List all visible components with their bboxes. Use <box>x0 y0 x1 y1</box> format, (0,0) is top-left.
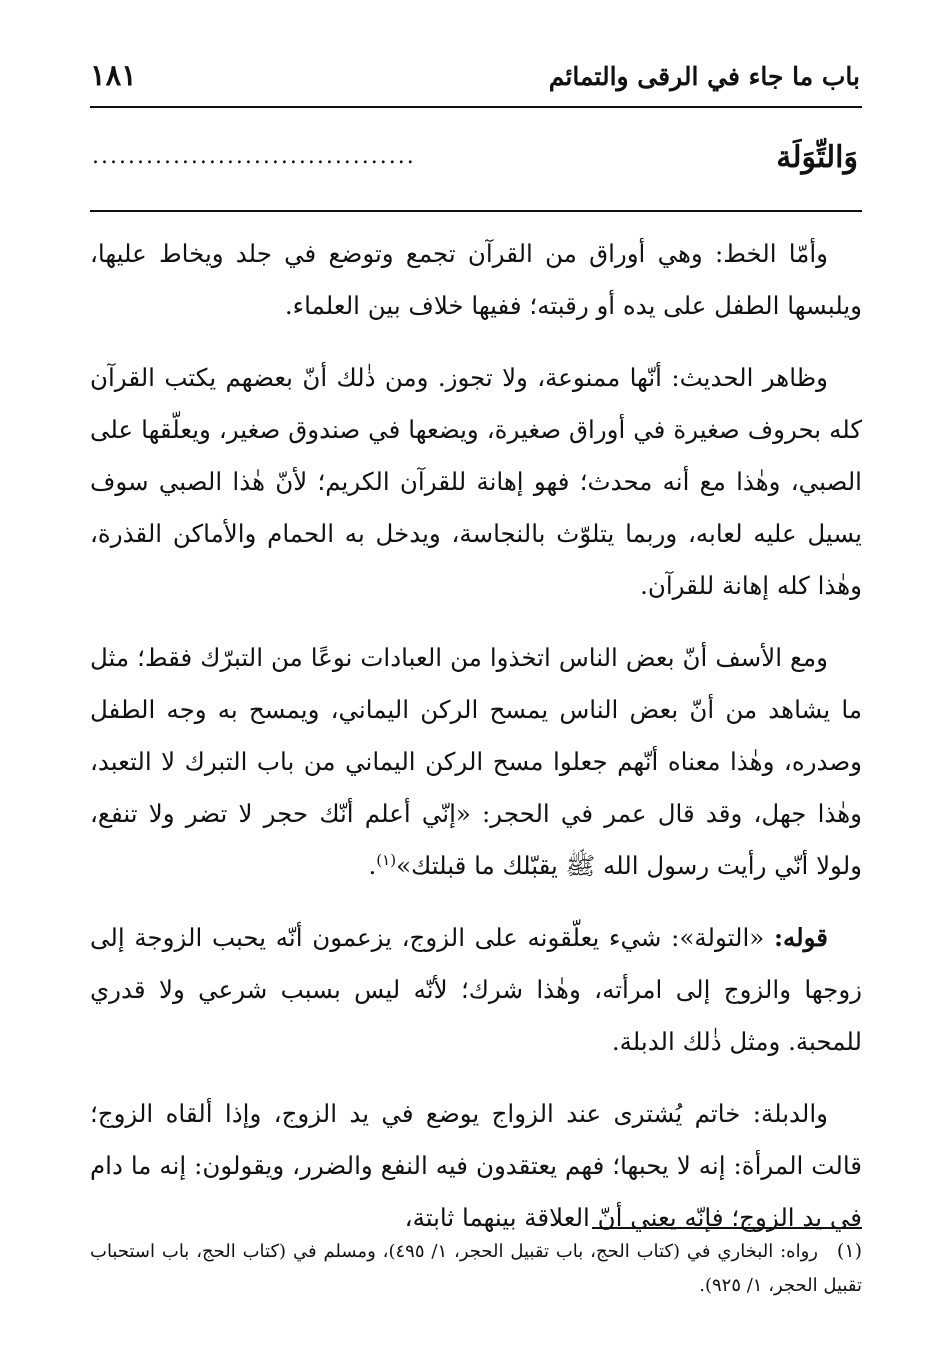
paragraph-2: وظاهر الحديث: أنّها ممنوعة، ولا تجوز. ومن ذٰلك أنّ بعضهم يكتب القرآن كله بحروف صغيرة في أوراق صغيرة، ويضعها في صندوق صغير، ويعلّقها على الصبي، وهٰذا مع أنه محدث؛ فهو إهانة للقرآن الكريم؛ لأنّ هٰذا الصبي سوف يسيل عليه لعابه، وربما يتلوّث بالنجاسة، ويدخل به الحمام والأماكن القذرة، وهٰذا كله إهانة للقرآن. <box>90 363 862 600</box>
paragraph-3-text: ومع الأسف أنّ بعض الناس اتخذوا من العبادات نوعًا من التبرّك فقط؛ مثل ما يشاهد من أنّ بعض الناس يمسح الركن اليماني، ويمسح به وجه الطفل وصدره، وهٰذا معناه أنّهم جعلوا مسح الركن اليماني من باب التبرك لا التعبد، وهٰذا جهل، وقد قال عمر في الحجر: «إنّي أعلم أنّك حجر لا تضر ولا تنفع، ولولا أنّي رأيت رسول الله ﷺ يقبّلك ما قبلتك» <box>90 643 862 880</box>
paragraph-4-speaker: قوله: <box>773 923 828 952</box>
footnote-text: رواه: البخاري في (كتاب الحج، باب تقبيل الحجر، ١/ ٤٩٥)، ومسلم في (كتاب الحج، باب استحباب تقبيل الحجر، ١/ ٩٢٥). <box>90 1241 862 1296</box>
paragraph-3 <box>90 632 862 892</box>
running-header <box>90 50 862 108</box>
book-page <box>90 50 862 1340</box>
footnote-1 <box>90 1234 862 1303</box>
section-heading-dots: .................................... <box>92 144 416 169</box>
body-text <box>90 228 862 1244</box>
section-heading-word: وَالتِّوَلَة <box>776 140 858 175</box>
paragraph-4 <box>90 912 862 1068</box>
paragraph-3-end: . <box>368 851 377 880</box>
running-title: باب ما جاء في الرقى والتمائم <box>548 62 860 91</box>
paragraph-5: والدبلة: خاتم يُشترى عند الزواج يوضع في يد الزوج، وإذا ألقاه الزوج؛ قالت المرأة: إنه لا يحبها؛ فهم يعتقدون فيه النفع والضرر، ويقولون: إنه ما دام في يد الزوج؛ فإنّه يعني أنّ العلاقة بينهما ثابتة، <box>90 1099 862 1232</box>
footnote-reference: (١) <box>376 850 397 869</box>
paragraph-1: وأمّا الخط: وهي أوراق من القرآن تجمع وتوضع في جلد ويخاط عليها، ويلبسها الطفل على يده أو رقبته؛ ففيها خلاف بين العلماء. <box>90 239 862 320</box>
paragraph-4-text: «التولة»: شيء يعلّقونه على الزوج، يزعمون أنّه يحبب الزوجة إلى زوجها والزوج إلى امرأته، وهٰذا شرك؛ لأنّه ليس بسبب شرعي ولا قدري للمحبة. ومثل ذٰلك الدبلة. <box>90 923 862 1056</box>
footnote-divider <box>592 1227 862 1229</box>
page-number: ١٨١ <box>90 58 137 92</box>
footnote-marker: (١) <box>836 1240 862 1262</box>
section-heading <box>90 108 862 212</box>
footnote-area <box>90 1234 862 1303</box>
